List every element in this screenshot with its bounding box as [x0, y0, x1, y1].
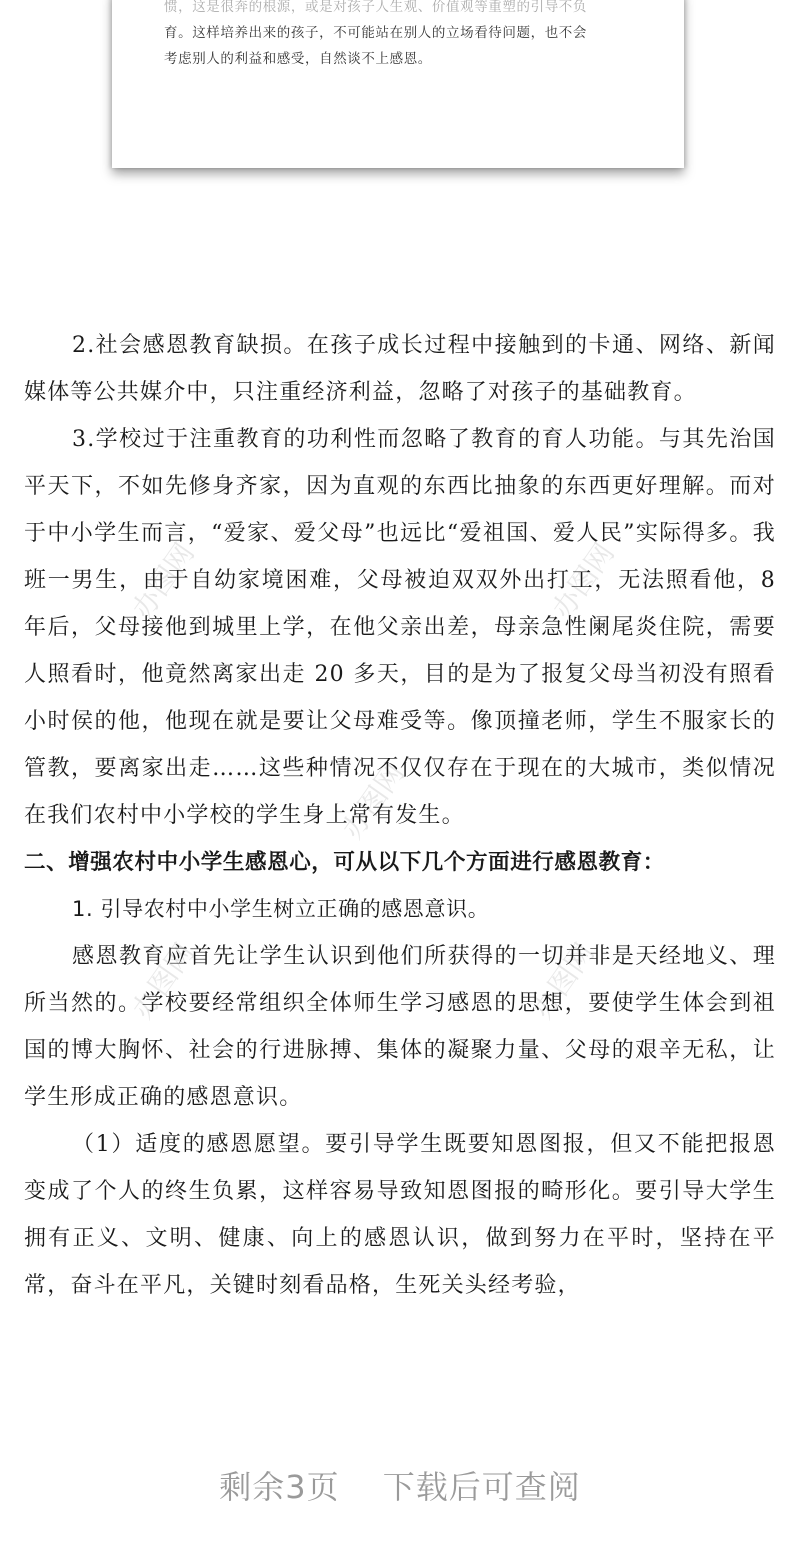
watermark: 办图网 [525, 936, 601, 1025]
subsection-heading: 1. 引导农村中小学生树立正确的感恩意识。 [72, 897, 490, 921]
watermark: 办图网 [125, 536, 201, 625]
preview-card-line: 考虑别人的利益和感受，自然谈不上感恩。 [164, 51, 432, 67]
document-body [24, 322, 776, 1309]
watermark: 办图网 [545, 536, 621, 625]
paragraph: 感恩教育应首先让学生认识到他们所获得的一切并非是天经地义、理所当然的。学校要经常组织全体师生学习感恩的思想，要使学生体会到祖国的博大胸怀、社会的行进脉搏、集体的凝聚力量、父母的艰辛无私，让学生形成正确的感恩意识。 [24, 944, 776, 1110]
download-hint-label: 下载后可查阅 [382, 1468, 581, 1506]
remaining-pages-label: 剩余3页 [219, 1468, 340, 1506]
paragraph: 3.学校过于注重教育的功利性而忽略了教育的育人功能。与其先治国平天下，不如先修身齐家，因为直观的东西比抽象的东西更好理解。而对于中小学生而言，“爱家、爱父母”也远比“爱祖国、爱人民”实际得多。我班一男生，由于自幼家境困难，父母被迫双双外出打工，无法照看他，8 年后，父母接他到城里上学，在他父亲出差，母亲急性阑尾炎住院，需要人照看时，他竟然离家出走 20 多天，目的是为了报复父母当初没有照看小时侯的他，他现在就是要让父母难受等。像顶撞老师，学生不服家长的管教，要离家出走……这些种情况不仅仅存在于现在的大城市，类似情况在我们农村中小学校的学生身上常有发生。 [24, 427, 776, 828]
remaining-pages-banner[interactable] [0, 1462, 800, 1508]
paragraph: （1）适度的感恩愿望。要引导学生既要知恩图报，但又不能把报恩变成了个人的终生负累，这样容易导致知恩图报的畸形化。要引导大学生拥有正义、文明、健康、向上的感恩认识，做到努力在平时，坚持在平常，奋斗在平凡，关键时刻看品格，生死关头经考验， [24, 1132, 776, 1298]
preview-card-line: 惯，这是很奔的根源，或是对孩子人生观、价值观等重塑的引导不负 [164, 0, 587, 15]
preview-card-line: 育。这样培养出来的孩子，不可能站在别人的立场看待问题，也不会 [164, 25, 587, 41]
paragraph: 2.社会感恩教育缺损。在孩子成长过程中接触到的卡通、网络、新闻媒体等公共媒介中，只注重经济利益，忽略了对孩子的基础教育。 [24, 333, 776, 405]
preview-page-card [112, 0, 684, 168]
watermark: 办图网 [125, 936, 201, 1025]
preview-card-text [164, 0, 650, 72]
section-heading: 二、增强农村中小学生感恩心，可从以下几个方面进行感恩教育： [24, 850, 665, 875]
watermark: 办图网 [335, 756, 411, 845]
